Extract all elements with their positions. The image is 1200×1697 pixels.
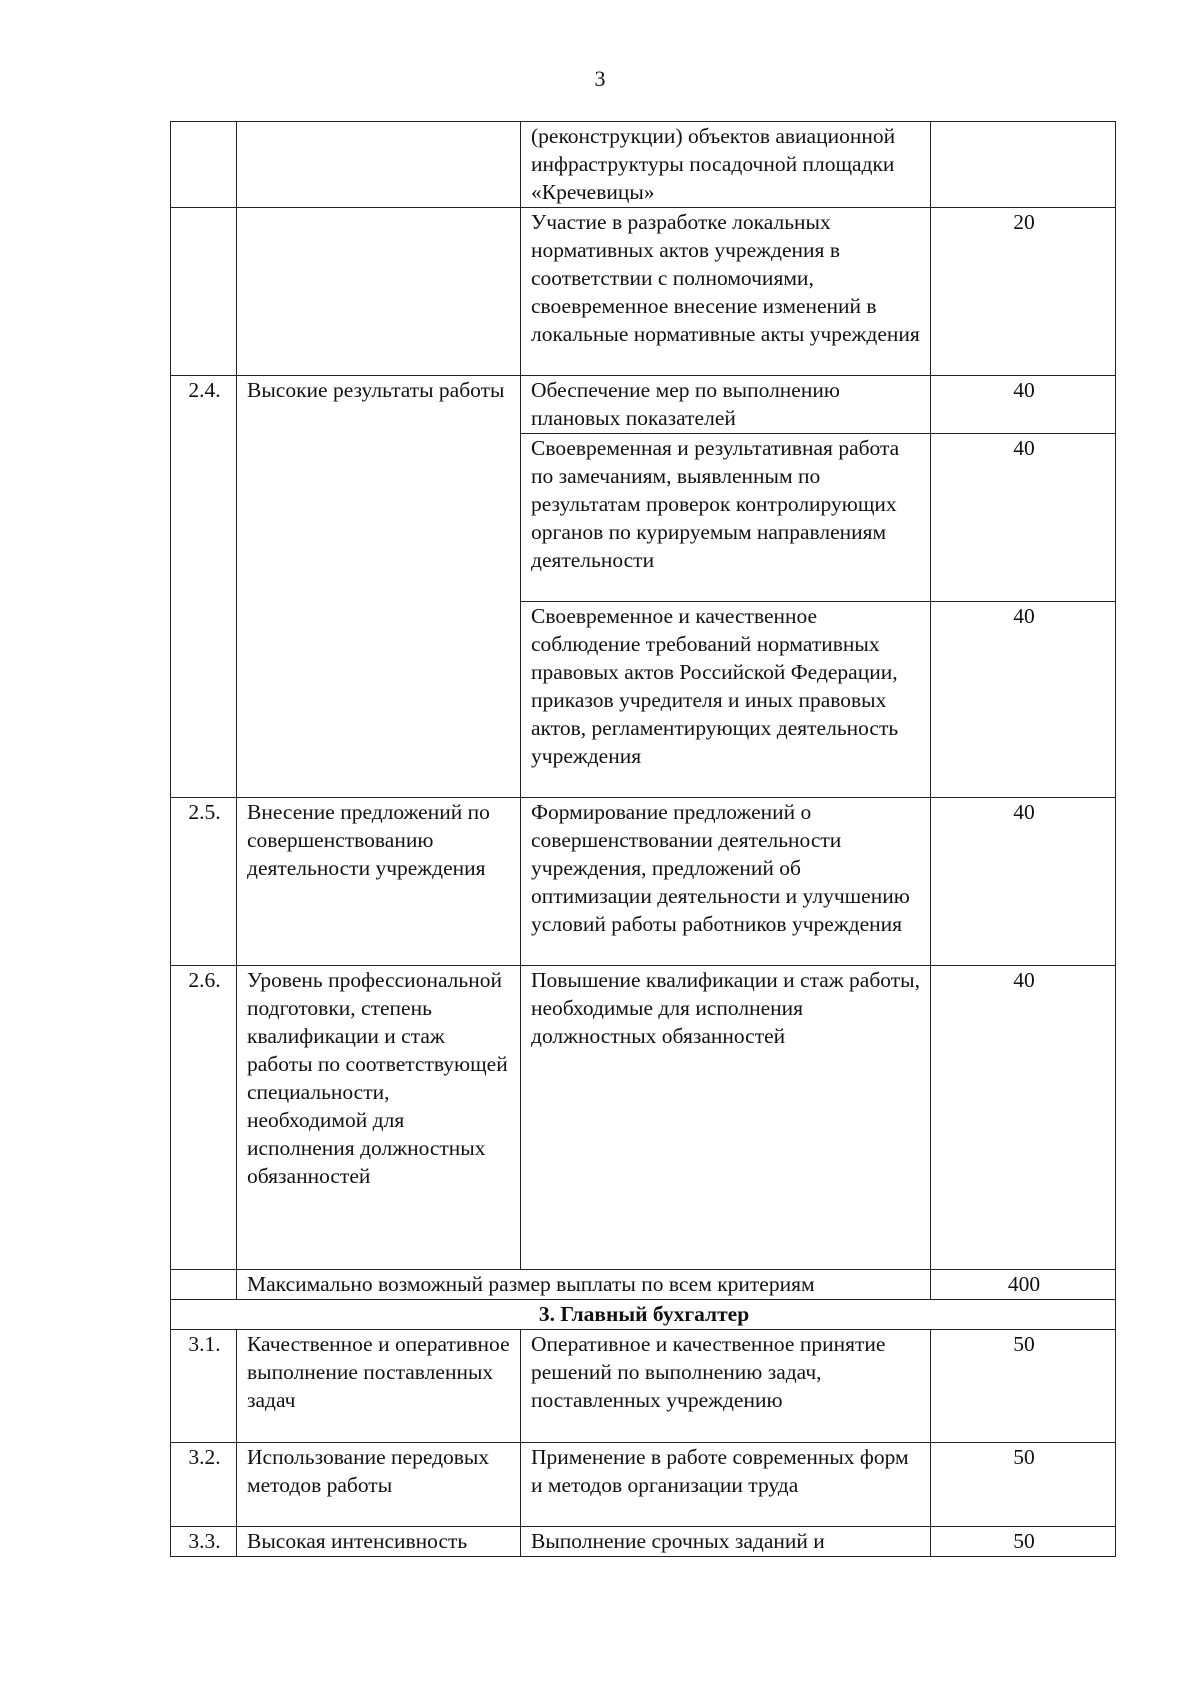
score-cell [931, 122, 1116, 208]
row-number-cell: 3.2. [171, 1443, 237, 1527]
row-number-cell [171, 1270, 237, 1300]
max-payment-label: Максимально возможный размер выплаты по всем критериям [237, 1270, 931, 1300]
criterion-cell [237, 208, 521, 376]
criteria-table [170, 121, 1116, 1557]
score-cell: 40 [931, 798, 1116, 966]
criterion-cell: Высокая интенсивность [237, 1527, 521, 1557]
table-row [171, 376, 1116, 434]
indicator-cell: Обеспечение мер по выполнению плановых показателей [521, 376, 931, 434]
criterion-cell [237, 122, 521, 208]
table-row [171, 122, 1116, 208]
row-number-cell: 2.6. [171, 966, 237, 1270]
row-number-cell: 3.1. [171, 1330, 237, 1443]
row-number-cell: 2.5. [171, 798, 237, 966]
section-title: 3. Главный бухгалтер [171, 1300, 1116, 1330]
indicator-cell: Повышение квалификации и стаж работы, необходимые для исполнения должностных обязанностей [521, 966, 931, 1270]
table-row [171, 1527, 1116, 1557]
score-cell: 50 [931, 1330, 1116, 1443]
score-cell: 20 [931, 208, 1116, 376]
page-number: 3 [594, 66, 606, 91]
criterion-cell: Качественное и оперативное выполнение поставленных задач [237, 1330, 521, 1443]
section-header-row [171, 1300, 1116, 1330]
criterion-cell: Использование передовых методов работы [237, 1443, 521, 1527]
indicator-cell: Формирование предложений о совершенствовании деятельности учреждения, предложений об оптимизации деятельности и улучшению условий работы работников учреждения [521, 798, 931, 966]
criterion-cell: Уровень профессиональной подготовки, степень квалификации и стаж работы по соответствующей специальности, необходимой для исполнения должностных обязанностей [237, 966, 521, 1270]
score-cell: 40 [931, 376, 1116, 434]
indicator-cell: Своевременное и качественное соблюдение требований нормативных правовых актов Российской Федерации, приказов учредителя и иных правовых актов, регламентирующих деятельность учреждения [521, 602, 931, 798]
row-number-cell [171, 208, 237, 376]
table-row [171, 208, 1116, 376]
score-cell: 50 [931, 1443, 1116, 1527]
indicator-cell: Применение в работе современных форм и методов организации труда [521, 1443, 931, 1527]
score-cell: 40 [931, 966, 1116, 1270]
row-number-cell: 3.3. [171, 1527, 237, 1557]
score-cell: 40 [931, 434, 1116, 602]
indicator-cell: Оперативное и качественное принятие решений по выполнению задач, поставленных учреждению [521, 1330, 931, 1443]
table-row [171, 966, 1116, 1270]
score-cell: 40 [931, 602, 1116, 798]
table-row [171, 798, 1116, 966]
indicator-cell: Участие в разработке локальных нормативных актов учреждения в соответствии с полномочиями, своевременное внесение изменений в локальные нормативные акты учреждения [521, 208, 931, 376]
score-cell: 50 [931, 1527, 1116, 1557]
row-number-cell: 2.4. [171, 376, 237, 798]
table-row [171, 1330, 1116, 1443]
indicator-cell: (реконструкции) объектов авиационной инфраструктуры посадочной площадки «Кречевицы» [521, 122, 931, 208]
table-row [171, 1443, 1116, 1527]
criterion-cell: Высокие результаты работы [237, 376, 521, 798]
indicator-cell: Своевременная и результативная работа по замечаниям, выявленным по результатам проверок контролирующих органов по курируемым направлениям деятельности [521, 434, 931, 602]
max-payment-row [171, 1270, 1116, 1300]
row-number-cell [171, 122, 237, 208]
criterion-cell: Внесение предложений по совершенствованию деятельности учреждения [237, 798, 521, 966]
indicator-cell: Выполнение срочных заданий и [521, 1527, 931, 1557]
max-payment-score: 400 [931, 1270, 1116, 1300]
